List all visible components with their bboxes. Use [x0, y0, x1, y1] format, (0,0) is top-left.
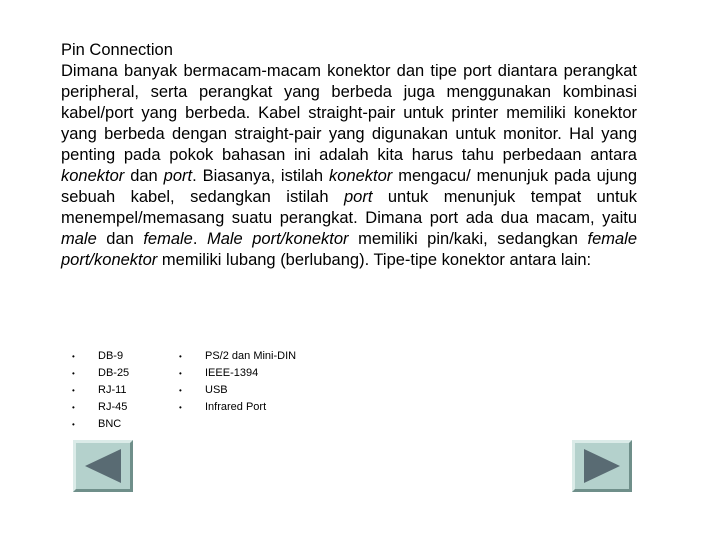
bullet-icon: •: [72, 369, 75, 378]
connector-label: RJ-45: [98, 401, 128, 413]
list-item: [179, 399, 296, 416]
body-text: . Biasanya, istilah: [192, 167, 330, 185]
connector-label: DB-9: [98, 350, 124, 362]
italic-term: female: [143, 230, 193, 248]
slide-title: Pin Connection: [61, 41, 173, 59]
bullet-icon: •: [179, 403, 182, 412]
list-item: [72, 382, 129, 399]
italic-term: konektor: [329, 167, 393, 185]
body-text: memiliki lubang (berlubang). Tipe-tipe konektor antara lain:: [157, 251, 592, 269]
bullet-icon: •: [72, 403, 75, 412]
italic-term: port: [343, 188, 373, 206]
list-item: [179, 365, 296, 382]
body-text: untuk menunjuk tempat untuk menempel/memasang suatu perangkat. Dimana port ada dua macam, yaitu: [61, 188, 637, 227]
body-text: dan: [96, 230, 144, 248]
connector-label: BNC: [98, 418, 122, 430]
connector-label: USB: [205, 384, 228, 396]
connector-label: Infrared Port: [205, 401, 267, 413]
connector-label: IEEE-1394: [205, 367, 259, 379]
bullet-icon: •: [72, 420, 75, 429]
italic-term: port: [163, 167, 193, 185]
triangle-left-icon: [76, 443, 130, 489]
italic-term: konektor: [61, 167, 125, 185]
bullet-icon: •: [179, 352, 182, 361]
slide-content: [61, 40, 638, 430]
body-paragraph: [61, 61, 637, 271]
list-item: [72, 399, 129, 416]
italic-term: male: [61, 230, 97, 248]
bullet-icon: •: [72, 386, 75, 395]
bullet-icon: •: [72, 352, 75, 361]
list-item: [72, 348, 129, 365]
body-text: .: [192, 230, 207, 248]
connector-list-left: [72, 348, 129, 433]
connector-label: PS/2 dan Mini-DIN: [205, 350, 297, 362]
list-item: [72, 416, 129, 433]
previous-slide-button[interactable]: [73, 440, 133, 492]
body-text: mengacu/ menunjuk pada ujung sebuah kabel, sedangkan istilah: [61, 167, 638, 206]
connector-label: RJ-11: [98, 384, 127, 396]
body-text: memiliki pin/kaki, sedangkan: [348, 230, 588, 248]
triangle-right-icon: [575, 443, 629, 489]
body-text: Dimana banyak bermacam-macam konektor dan tipe port diantara perangkat peripheral, serta perangkat yang berbeda juga menggunakan kombinasi kabel/port yang berbeda. Kabel straight-pair untuk printer memiliki konektor yang berbeda dengan straight-pair yang digunakan untuk monitor. Hal yang penting pada pokok bahasan ini adalah kita harus tahu perbedaan antara: [61, 62, 637, 164]
next-slide-button[interactable]: [572, 440, 632, 492]
connector-label: DB-25: [98, 367, 130, 379]
list-item: [179, 382, 296, 399]
list-item: [179, 348, 296, 365]
italic-term: Male port/konektor: [206, 230, 349, 248]
bullet-icon: •: [179, 386, 182, 395]
list-item: [72, 365, 129, 382]
body-text: dan: [124, 167, 164, 185]
bullet-icon: •: [179, 369, 182, 378]
italic-term: female port/konektor: [61, 230, 638, 269]
connector-list-right: [179, 348, 296, 416]
